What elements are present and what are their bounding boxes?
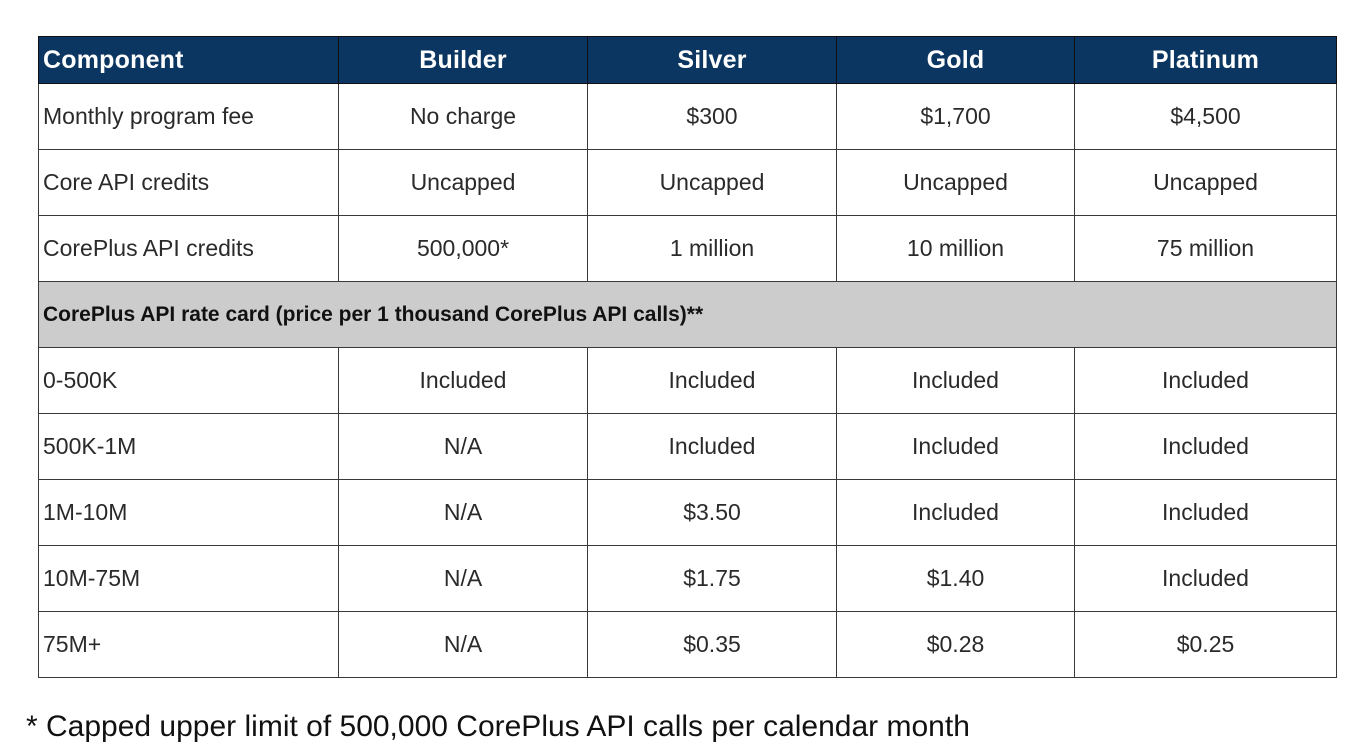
table-row [39,414,1337,480]
cell-builder: Uncapped [339,150,588,216]
header-platinum: Platinum [1075,37,1337,84]
row-label: 1M-10M [39,480,339,546]
cell-platinum: Included [1075,414,1337,480]
footnote: * Capped upper limit of 500,000 CorePlus API calls per calendar month [26,710,970,743]
cell-platinum: Included [1075,546,1337,612]
cell-gold: Uncapped [837,150,1075,216]
row-label: 0-500K [39,348,339,414]
cell-silver: $0.35 [588,612,837,678]
row-label: 10M-75M [39,546,339,612]
section-row [39,282,1337,348]
cell-gold: 10 million [837,216,1075,282]
table-row [39,546,1337,612]
row-label: Monthly program fee [39,84,339,150]
cell-silver: $1.75 [588,546,837,612]
cell-gold: Included [837,348,1075,414]
header-silver: Silver [588,37,837,84]
pricing-table [38,36,1337,678]
cell-platinum: Uncapped [1075,150,1337,216]
row-label: 75M+ [39,612,339,678]
cell-builder: No charge [339,84,588,150]
table-row [39,348,1337,414]
cell-silver: Uncapped [588,150,837,216]
cell-gold: $1,700 [837,84,1075,150]
table-row [39,84,1337,150]
header-builder: Builder [339,37,588,84]
header-gold: Gold [837,37,1075,84]
table-row [39,150,1337,216]
row-label: Core API credits [39,150,339,216]
cell-platinum: Included [1075,480,1337,546]
cell-silver: $3.50 [588,480,837,546]
cell-platinum: $4,500 [1075,84,1337,150]
cell-silver: $300 [588,84,837,150]
row-label: CorePlus API credits [39,216,339,282]
cell-platinum: Included [1075,348,1337,414]
cell-builder: 500,000* [339,216,588,282]
table-row [39,480,1337,546]
table-row [39,216,1337,282]
cell-silver: 1 million [588,216,837,282]
header-row [39,37,1337,84]
cell-builder: N/A [339,480,588,546]
cell-gold: $1.40 [837,546,1075,612]
header-component: Component [39,37,339,84]
cell-builder: Included [339,348,588,414]
table-row [39,612,1337,678]
cell-gold: $0.28 [837,612,1075,678]
cell-platinum: 75 million [1075,216,1337,282]
cell-gold: Included [837,480,1075,546]
cell-builder: N/A [339,612,588,678]
cell-silver: Included [588,414,837,480]
section-title: CorePlus API rate card (price per 1 thousand CorePlus API calls)** [39,282,1337,348]
cell-builder: N/A [339,414,588,480]
row-label: 500K-1M [39,414,339,480]
cell-platinum: $0.25 [1075,612,1337,678]
cell-silver: Included [588,348,837,414]
cell-builder: N/A [339,546,588,612]
cell-gold: Included [837,414,1075,480]
